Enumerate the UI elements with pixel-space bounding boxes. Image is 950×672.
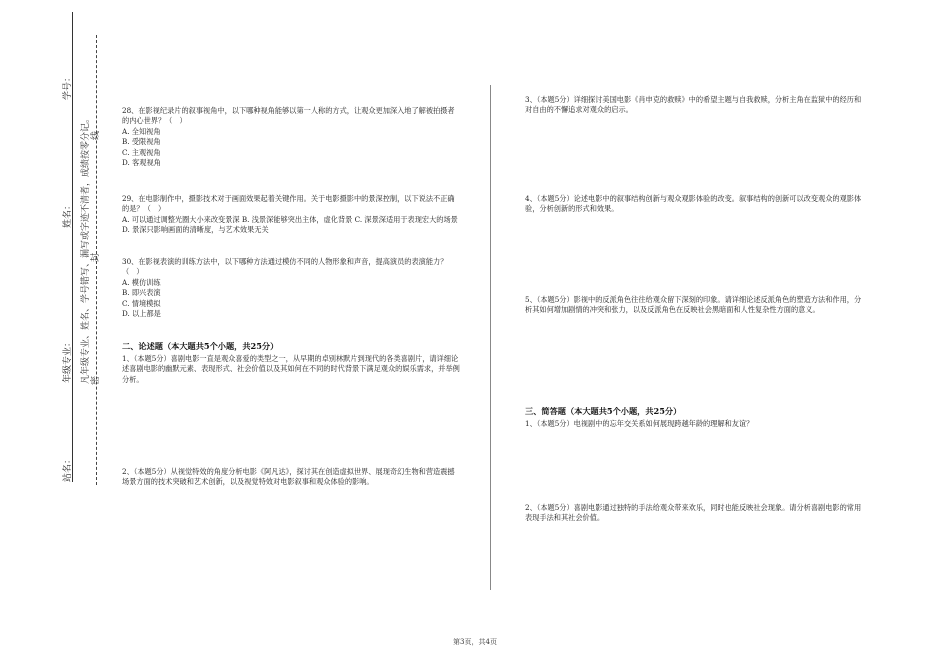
essay-question-3: [525, 95, 863, 116]
short-answer-question-1-text: 1、（本题5分）电视剧中的忘年交关系如何展现跨越年龄的理解和友谊？: [525, 419, 754, 428]
essay-question-2-text: 2、（本题5分）从视觉特效的角度分析电影《阿凡达》，探讨其在创造虚拟世界、展现奇幻生物和营造震撼场景方面的技术突破和艺术创新，以及视觉特效对电影叙事和观众体验的影响。: [122, 467, 455, 487]
essay-question-2: [122, 467, 460, 488]
question-30-stem: 30、在影视表演的训练方法中，以下哪种方法通过模仿不同的人物形象和声音，提高演员的表演能力？（ ）: [122, 257, 448, 277]
question-28: [122, 106, 460, 169]
seal-mi-mark: 密: [91, 375, 101, 385]
seal-xian-mark: 线: [91, 130, 101, 140]
short-answer-question-2-text: 2、（本题5分）喜剧电影通过独特的手法给观众带来欢乐，同时也能反映社会现象。请分析喜剧电影的常用表现手法和其社会价值。: [525, 503, 862, 523]
essay-question-1-text: 1、（本题5分）喜剧电影一直是观众喜爱的类型之一，从早期的卓别林默片到现代的各类喜剧片，请详细论述喜剧电影的幽默元素、表现形式、社会价值以及其如何在不同的时代背景下满足观众的娱乐需求，并举例分析。: [122, 354, 460, 384]
question-28-option-c: C. 主观视角: [122, 147, 161, 157]
essay-question-5: [525, 295, 863, 316]
grade-major-label: 年级专业：: [63, 337, 73, 383]
question-28-option-b: B. 受限视角: [122, 137, 161, 147]
question-30: [122, 257, 460, 320]
question-30-option-a: A. 模仿训练: [122, 277, 161, 287]
exam-site-label: 站名：: [63, 454, 73, 482]
essay-question-3-text: 3、（本题5分）详细探讨美国电影《肖申克的救赎》中的希望主题与自我救赎，分析主角在监狱中的经历和对自由的不懈追求对观众的启示。: [525, 95, 862, 115]
question-28-stem: 28、在影视纪录片的叙事视角中，以下哪种视角能够以第一人称的方式，让观众更加深入地了解被拍摄者的内心世界？（ ）: [122, 106, 455, 126]
essay-question-1: [122, 354, 460, 385]
question-28-option-d: D. 客观视角: [122, 158, 161, 168]
question-29: [122, 194, 460, 236]
short-answer-question-2: [525, 503, 863, 524]
section-2-title: 二、论述题（本大题共5个小题，共25分）: [122, 341, 279, 351]
question-29-stem: 29、在电影制作中，摄影技术对于画面效果起着关键作用。关于电影摄影中的景深控制，以下说法不正确的是？（ ）: [122, 194, 455, 214]
question-30-option-d: D. 以上都是: [122, 309, 161, 319]
question-30-option-b: B. 即兴表演: [122, 288, 161, 298]
section-3-title: 三、简答题（本大题共5个小题，共25分）: [525, 406, 682, 416]
name-label: 姓名：: [63, 200, 73, 228]
page-number: 第3页，共4页: [453, 638, 497, 646]
essay-question-4: [525, 194, 863, 215]
question-29-options: A. 可以通过调整光圈大小来改变景深 B. 浅景深能够突出主体，虚化背景 C. 深景深适用于表现宏大的场景 D. 景深只影响画面的清晰度，与艺术效果无关: [122, 214, 458, 235]
binding-warning-note: 凡年级专业、姓名、学号错写、漏写或字迹不清者，成绩按零分记。: [81, 113, 91, 384]
essay-question-4-text: 4、（本题5分）论述电影中的叙事结构创新与观众观影体验的改变。叙事结构的创新可以改变观众的观影体验，分析创新的形式和效果。: [525, 194, 862, 214]
question-28-option-a: A. 全知视角: [122, 126, 161, 136]
seal-feng-mark: 封: [91, 252, 101, 262]
column-divider: [490, 85, 491, 590]
short-answer-question-1: [525, 419, 863, 429]
question-30-option-c: C. 情境模拟: [122, 298, 161, 308]
student-id-label: 学号：: [63, 72, 73, 100]
essay-question-5-text: 5、（本题5分）影视中的反派角色往往给观众留下深刻的印象。请详细论述反派角色的塑造方法和作用，分析其如何增加剧情的冲突和张力，以及反派角色在反映社会黑暗面和人性复杂性方面的意义。: [525, 295, 862, 315]
